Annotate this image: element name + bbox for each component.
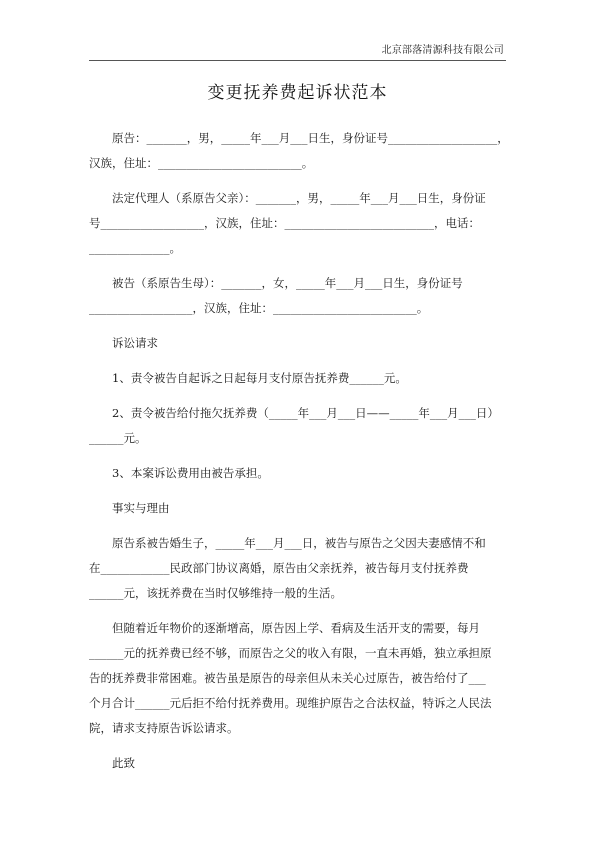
facts-line: 告的抚养费非常困难。被告虽是原告的母亲但从未关心过原告，被告给付了___ xyxy=(89,671,486,685)
facts-line: 原告系被告婚生子，_____年___月___日，被告与原告之父因夫妻感情不和 xyxy=(112,536,486,550)
claim-line: 2、责令被告给付拖欠抚养费（_____年___月___日——_____年___月___日） xyxy=(112,406,499,420)
facts-line: 但随着近年物价的逐渐增高，原告因上学、看病及生活开支的需要，每月 xyxy=(112,621,480,635)
facts-line: ______元的抚养费已经不够，而原告之父的收入有限，一直未再婚，独立承担原 xyxy=(89,646,492,660)
agent-line: ______________。 xyxy=(89,241,181,255)
claim-line: 3、本案诉讼费用由被告承担。 xyxy=(112,466,269,480)
facts-heading: 事实与理由 xyxy=(112,501,170,515)
facts-line: 个月合计______元后拒不给付抚养费用。现维护原告之合法权益，特诉之人民法 xyxy=(89,696,492,710)
defendant-paragraph xyxy=(89,271,507,321)
facts-paragraph-1 xyxy=(89,531,507,606)
header-company-name: 北京部落清源科技有限公司 xyxy=(381,45,504,56)
claim-item-3 xyxy=(89,461,507,486)
claim-item-1 xyxy=(89,366,507,391)
document-body xyxy=(89,126,507,786)
claim-item-2 xyxy=(89,401,507,451)
facts-paragraph-2 xyxy=(89,616,507,741)
claim-line: ______元。 xyxy=(89,431,147,445)
document-title: 变更抚养费起诉状范本 xyxy=(207,83,388,103)
plaintiff-paragraph xyxy=(89,126,507,176)
facts-line: ______元，该抚养费在当时仅够维持一般的生活。 xyxy=(89,586,342,600)
header-divider xyxy=(89,60,506,61)
facts-line: 院，请求支持原告诉讼请求。 xyxy=(89,721,239,735)
agent-line: 号__________________，汉族，住址：__________________________，电话： xyxy=(89,216,480,230)
facts-line: 在____________民政部门协议离婚，原告由父亲抚养，被告每月支付抚养费 xyxy=(89,561,469,575)
agent-line: 法定代理人（系原告父亲）：_______，男，_____年___月___日生，身份证 xyxy=(112,191,486,205)
agent-paragraph xyxy=(89,186,507,261)
defendant-line: 被告（系原告生母）：_______，女，_____年___月___日生，身份证号 xyxy=(112,276,463,290)
claims-heading: 诉讼请求 xyxy=(112,336,158,350)
defendant-line: __________________，汉族，住址：_________________________。 xyxy=(89,301,429,315)
plaintiff-line: 原告：_______，男，_____年___月___日生，身份证号___________________， xyxy=(112,131,509,145)
claim-line: 1、责令被告自起诉之日起每月支付原告抚养费______元。 xyxy=(112,371,407,385)
closing-salutation: 此致 xyxy=(112,756,135,770)
plaintiff-line: 汉族，住址：_________________________。 xyxy=(89,156,314,170)
